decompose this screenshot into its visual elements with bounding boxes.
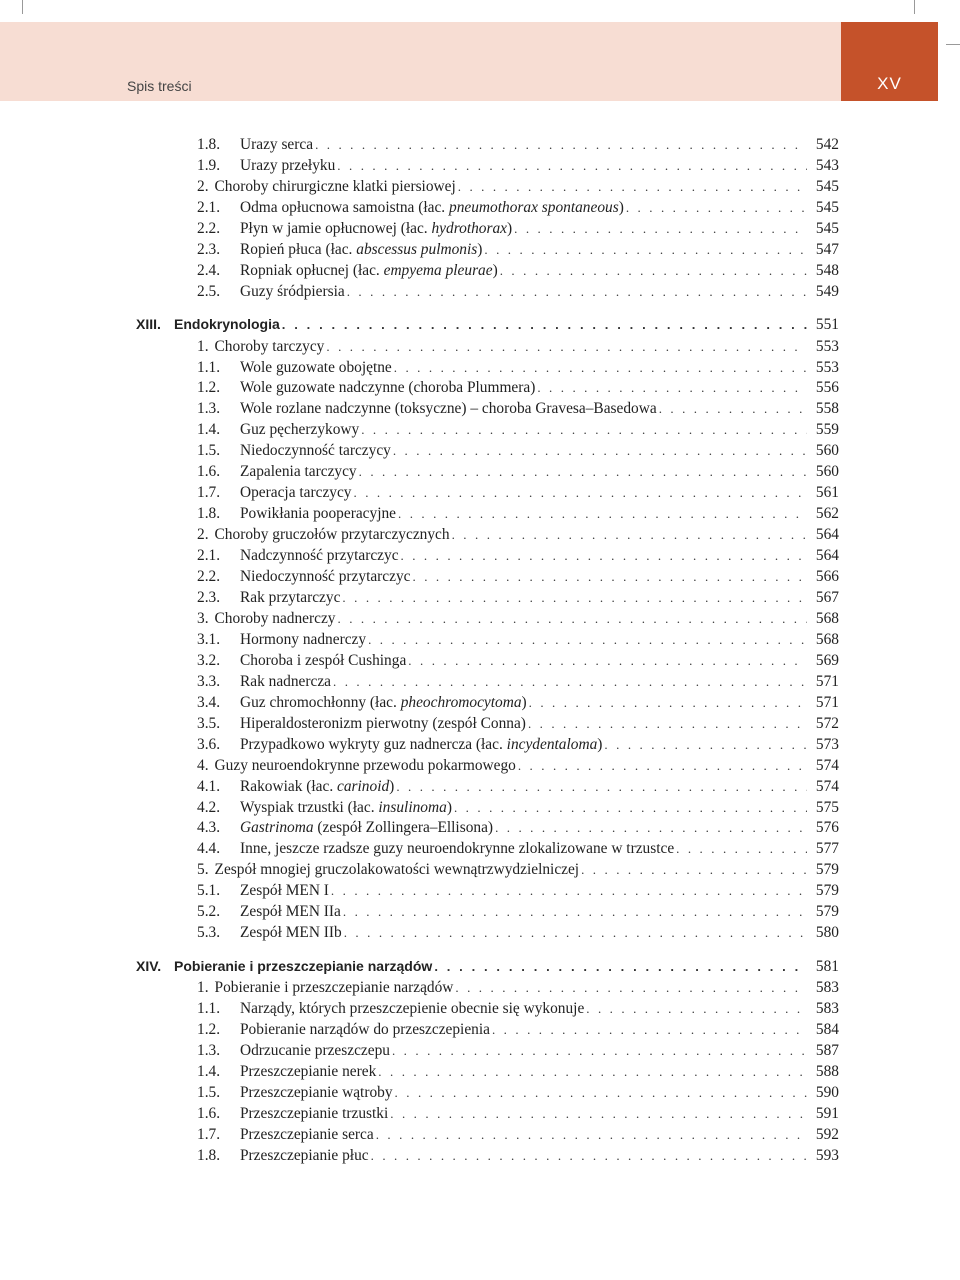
toc-entry-page: 579 [815, 861, 839, 879]
toc-entry[interactable] [0, 922, 960, 943]
toc-leader-dots [495, 817, 807, 838]
toc-leader-dots [393, 440, 807, 461]
toc-entry-page: 553 [815, 337, 839, 355]
toc-entry[interactable] [0, 859, 960, 880]
toc-entry-title: Nadczynność przytarczyc [240, 547, 399, 564]
toc-entry-number: 4.2. [197, 798, 221, 816]
toc-entry-page: 564 [815, 526, 839, 544]
toc-entry-page: 577 [815, 840, 839, 858]
toc-leader-dots [518, 755, 807, 776]
crop-mark [22, 0, 23, 14]
toc-entry-page: 575 [815, 798, 839, 816]
toc-entry-page: 566 [815, 568, 839, 585]
toc-entry-title: Narządy, których przeszczepienie obecnie się wykonuje [240, 1000, 585, 1017]
toc-entry[interactable] [0, 134, 960, 155]
toc-leader-dots [452, 524, 807, 545]
toc-entry[interactable] [0, 314, 960, 335]
toc-entry-title: Zespół mnogiej gruczolakowatości wewnątrzwydzielniczej [214, 861, 580, 879]
toc-entry-page: 591 [815, 1104, 839, 1122]
toc-entry[interactable] [0, 608, 960, 629]
toc-leader-dots [347, 281, 807, 302]
toc-entry-page: 571 [815, 693, 839, 711]
toc-entry[interactable] [0, 482, 960, 503]
toc-entry[interactable] [0, 1145, 960, 1166]
toc-entry-page: 581 [815, 957, 839, 975]
toc-entry-number: 1.8. [197, 505, 221, 523]
toc-entry-title: Wyspiak trzustki (łac. insulinoma) [240, 798, 452, 816]
toc-entry-page: 545 [815, 198, 839, 216]
toc-entry-number: 3.5. [197, 714, 221, 732]
toc-entry-page: 545 [815, 177, 839, 195]
toc-entry-number: 1.6. [197, 463, 221, 481]
toc-entry-title: Guz pęcherzykowy [240, 421, 360, 439]
toc-entry-page: 587 [815, 1041, 839, 1059]
toc-entry-title: Ropniak opłucnej (łac. empyema pleurae) [240, 261, 498, 279]
toc-leader-dots [514, 218, 807, 239]
toc-entry-title: Płyn w jamie opłucnowej (łac. hydrothorax) [240, 219, 513, 237]
toc-leader-dots [398, 503, 807, 524]
toc-entry-number: 5. [197, 861, 209, 879]
toc-entry[interactable] [0, 239, 960, 260]
running-head-title: Spis treści [127, 78, 192, 94]
toc-entry-number: 1.4. [197, 1062, 221, 1080]
toc-leader-dots [401, 545, 807, 566]
toc-entry[interactable] [0, 671, 960, 692]
toc-leader-dots [331, 880, 807, 901]
toc-entry-title: Wole rozlane nadczynne (toksyczne) – choroba Gravesa–Basedowa [240, 400, 657, 418]
toc-entry-page: 560 [815, 463, 839, 481]
toc-entry-number: 1.9. [197, 156, 221, 174]
toc-leader-dots [282, 314, 807, 335]
toc-entry-number: 1.6. [197, 1104, 221, 1122]
toc-entry-number: 1.8. [197, 1146, 221, 1164]
toc-entry[interactable] [0, 629, 960, 650]
toc-entry-page: 583 [815, 1000, 839, 1017]
toc-entry-page: 556 [815, 379, 839, 397]
toc-entry[interactable] [0, 838, 960, 859]
toc-leader-dots [396, 776, 807, 797]
toc-entry[interactable] [0, 713, 960, 734]
toc-entry-number: 5.3. [197, 924, 221, 942]
toc-entry-number: 1.5. [197, 1083, 221, 1101]
toc-entry[interactable] [0, 398, 960, 419]
toc-entry-title: Rak nadnercza [240, 672, 332, 690]
toc-entry-number: 3.6. [197, 735, 221, 753]
crop-mark [914, 0, 915, 14]
toc-entry-page: 568 [815, 609, 839, 627]
toc-entry[interactable] [0, 545, 960, 566]
toc-entry[interactable] [0, 155, 960, 176]
toc-leader-dots [390, 1103, 807, 1124]
toc-entry[interactable] [0, 524, 960, 545]
toc-entry-number: 2. [197, 177, 209, 195]
toc-entry-number: 2.1. [197, 547, 221, 564]
toc-entry-title: Guzy neuroendokrynne przewodu pokarmowego [214, 756, 516, 774]
toc-entry-title: Choroby gruczołów przytarczycznych [214, 526, 450, 544]
toc-entry[interactable] [0, 440, 960, 461]
toc-leader-dots [315, 134, 807, 155]
toc-leader-dots [395, 1082, 807, 1103]
toc-entry-number: 2.3. [197, 588, 221, 606]
toc-entry-title: Hiperaldosteronizm pierwotny (zespół Conna) [240, 714, 526, 732]
toc-entry-number: XIII. [136, 316, 161, 333]
toc-entry-page: 572 [815, 714, 839, 732]
toc-entry[interactable] [0, 1124, 960, 1145]
toc-entry-page: 583 [815, 979, 839, 997]
toc-entry[interactable] [0, 218, 960, 239]
toc-entry-number: 1.5. [197, 442, 221, 460]
toc-leader-dots [376, 1124, 807, 1145]
toc-entry-page: 549 [815, 282, 839, 300]
toc-entry[interactable] [0, 260, 960, 281]
toc-entry-number: 4. [197, 756, 209, 774]
toc-entry-number: 5.2. [197, 903, 221, 921]
toc-entry-page: 560 [815, 442, 839, 460]
toc-entry-title: Pobieranie narządów do przeszczepienia [240, 1021, 490, 1038]
toc-entry[interactable] [0, 461, 960, 482]
toc-entry-number: 2.4. [197, 261, 221, 279]
toc-entry-page: 573 [815, 735, 839, 753]
toc-leader-dots [659, 398, 807, 419]
toc-entry-title: Przeszczepianie serca [240, 1125, 374, 1143]
toc-entry-title: Choroby nadnerczy [214, 609, 336, 627]
toc-entry-page: 553 [815, 358, 839, 376]
toc-entry[interactable] [0, 1082, 960, 1103]
toc-entry-page: 542 [815, 136, 839, 153]
toc-entry-title: Powikłania pooperacyjne [240, 505, 396, 523]
toc-entry-page: 547 [815, 240, 839, 258]
toc-entry-title: Niedoczynność przytarczyc [240, 568, 411, 585]
toc-entry-number: 3. [197, 609, 209, 627]
toc-leader-dots [413, 566, 808, 587]
toc-entry[interactable] [0, 1019, 960, 1040]
toc-entry[interactable] [0, 419, 960, 440]
toc-entry-title: Inne, jeszcze rzadsze guzy neuroendokrynne zlokalizowane w trzustce [240, 840, 675, 858]
toc-entry-title: Hormony nadnerczy [240, 630, 367, 648]
toc-entry[interactable] [0, 197, 960, 218]
toc-entry-title: Przeszczepianie nerek [240, 1062, 377, 1080]
toc-entry-page: 564 [815, 547, 839, 564]
toc-entry-number: 1.1. [197, 1000, 221, 1017]
toc-entry-number: 4.4. [197, 840, 221, 858]
toc-leader-dots [455, 977, 807, 998]
toc-entry-number: 1.8. [197, 136, 221, 153]
toc-entry[interactable] [0, 998, 960, 1019]
toc-entry-number: 2.5. [197, 282, 221, 300]
toc-entry[interactable] [0, 587, 960, 608]
toc-entry-title: Urazy serca [240, 136, 314, 153]
toc-entry[interactable] [0, 776, 960, 797]
toc-entry[interactable] [0, 1040, 960, 1061]
toc-entry-title: Zespół MEN IIa [240, 903, 341, 921]
toc-entry-page: 568 [815, 630, 839, 648]
toc-entry-page: 579 [815, 882, 839, 900]
toc-entry-title: Przypadkowo wykryty guz nadnercza (łac. incydentaloma) [240, 735, 603, 753]
toc-entry-number: 1.7. [197, 1125, 221, 1143]
toc-entry[interactable] [0, 1103, 960, 1124]
toc-leader-dots [394, 357, 807, 378]
toc-leader-dots [378, 1061, 807, 1082]
toc-leader-dots [604, 734, 807, 755]
toc-entry-number: 2. [197, 526, 209, 544]
toc-leader-dots [368, 629, 807, 650]
toc-entry-page: 569 [815, 651, 839, 669]
toc-entry[interactable] [0, 650, 960, 671]
toc-entry-number: 5.1. [197, 882, 221, 900]
toc-entry-number: 1.7. [197, 484, 221, 502]
toc-leader-dots [529, 692, 807, 713]
toc-entry-title: Pobieranie i przeszczepianie narządów [174, 957, 433, 974]
toc-entry-title: Niedoczynność tarczycy [240, 442, 391, 460]
page-number-tab [841, 22, 938, 101]
toc-entry-number: 1.2. [197, 379, 221, 397]
toc-leader-dots [454, 797, 807, 818]
toc-entry-page: 576 [815, 819, 839, 837]
toc-leader-dots [626, 197, 807, 218]
toc-leader-dots [333, 671, 807, 692]
toc-entry[interactable] [0, 817, 960, 838]
toc-leader-dots [528, 713, 807, 734]
toc-entry-title: Zespół MEN I [240, 882, 329, 900]
toc-entry-number: XIV. [136, 957, 162, 974]
toc-entry-title: Odma opłucnowa samoistna (łac. pneumothorax spontaneous) [240, 198, 624, 216]
toc-entry-title: Operacja tarczycy [240, 484, 352, 502]
page-number: XV [877, 74, 902, 93]
toc-leader-dots [500, 260, 807, 281]
toc-entry-page: 559 [815, 421, 839, 439]
toc-entry[interactable] [0, 734, 960, 755]
toc-entry-number: 1. [197, 337, 209, 355]
toc-leader-dots [326, 336, 807, 357]
toc-leader-dots [484, 239, 807, 260]
toc-leader-dots [338, 608, 808, 629]
toc-entry-title: Odrzucanie przeszczepu [240, 1041, 390, 1059]
toc-entry-page: 562 [815, 505, 839, 523]
toc-entry-page: 592 [815, 1125, 839, 1143]
toc-leader-dots [343, 901, 807, 922]
toc-entry-title: Guz chromochłonny (łac. pheochromocytoma) [240, 693, 527, 711]
toc-entry-title: Rakowiak (łac. carinoid) [240, 777, 395, 795]
toc-leader-dots [392, 1040, 807, 1061]
toc-entry-title: Endokrynologia [174, 316, 280, 333]
toc-leader-dots [342, 587, 807, 608]
toc-entry-title: Wole guzowate nadczynne (choroba Plummera) [240, 379, 536, 397]
toc-entry-title: Guzy śródpiersia [240, 282, 345, 300]
toc-entry[interactable] [0, 281, 960, 302]
toc-entry-number: 2.3. [197, 240, 221, 258]
toc-leader-dots [581, 859, 807, 880]
toc-entry-title: Ropień płuca (łac. abscessus pulmonis) [240, 240, 483, 258]
toc-entry-number: 4.1. [197, 777, 221, 795]
toc-entry-number: 1.4. [197, 421, 221, 439]
toc-entry[interactable] [0, 956, 960, 977]
toc-entry-title: Przeszczepianie trzustki [240, 1104, 389, 1122]
toc-leader-dots [337, 155, 807, 176]
toc-entry-number: 3.4. [197, 693, 221, 711]
toc-entry-page: 567 [815, 588, 839, 606]
toc-entry[interactable] [0, 755, 960, 776]
toc-entry-title: Choroby chirurgiczne klatki piersiowej [214, 177, 456, 195]
toc-entry-title: Gastrinoma (zespół Zollingera–Ellisona) [240, 819, 494, 837]
toc-entry-page: 571 [815, 672, 839, 690]
toc-entry[interactable] [0, 1061, 960, 1082]
toc-entry-title: Zapalenia tarczycy [240, 463, 357, 481]
toc-entry-number: 3.1. [197, 630, 221, 648]
toc-entry-page: 580 [815, 924, 839, 942]
toc-entry[interactable] [0, 503, 960, 524]
toc-leader-dots [458, 176, 807, 197]
toc-entry-number: 3.2. [197, 651, 221, 669]
toc-leader-dots [344, 922, 807, 943]
toc-leader-dots [492, 1019, 807, 1040]
toc-entry-title: Urazy przełyku [240, 156, 336, 174]
toc-entry-title: Wole guzowate obojętne [240, 358, 392, 376]
toc-entry-title: Choroba i zespół Cushinga [240, 651, 407, 669]
toc-entry-page: 545 [815, 219, 839, 237]
toc-entry-title: Przeszczepianie płuc [240, 1146, 369, 1164]
toc-entry[interactable] [0, 880, 960, 901]
toc-entry[interactable] [0, 692, 960, 713]
toc-leader-dots [354, 482, 808, 503]
toc-entry[interactable] [0, 377, 960, 398]
toc-entry[interactable] [0, 901, 960, 922]
toc-leader-dots [537, 377, 807, 398]
toc-entry-number: 1.2. [197, 1021, 221, 1038]
toc-entry-page: 551 [815, 316, 839, 334]
toc-entry-number: 1. [197, 979, 209, 997]
toc-entry[interactable] [0, 977, 960, 998]
toc-entry-number: 4.3. [197, 819, 221, 837]
toc-leader-dots [371, 1145, 807, 1166]
toc-leader-dots [434, 956, 807, 977]
toc-entry-number: 1.1. [197, 358, 221, 376]
toc-entry-number: 2.2. [197, 219, 221, 237]
toc-entry-page: 561 [815, 484, 839, 502]
toc-entry-title: Przeszczepianie wątroby [240, 1083, 393, 1101]
toc-entry-page: 588 [815, 1062, 839, 1080]
toc-entry[interactable] [0, 797, 960, 818]
toc-entry-number: 1.3. [197, 400, 221, 418]
toc-entry-page: 574 [815, 756, 839, 774]
toc-entry[interactable] [0, 336, 960, 357]
toc-leader-dots [586, 998, 807, 1019]
toc-leader-dots [361, 419, 807, 440]
toc-leader-dots [408, 650, 807, 671]
toc-entry-title: Pobieranie i przeszczepianie narządów [214, 979, 454, 997]
toc-entry-page: 584 [815, 1021, 839, 1038]
toc-entry[interactable] [0, 357, 960, 378]
toc-entry-page: 548 [815, 261, 839, 279]
toc-entry-page: 579 [815, 903, 839, 921]
toc-entry-page: 593 [815, 1146, 839, 1164]
toc-entry-number: 3.3. [197, 672, 221, 690]
toc-entry-title: Zespół MEN IIb [240, 924, 342, 942]
toc-entry-title: Rak przytarczyc [240, 588, 341, 606]
toc-entry-page: 558 [815, 400, 839, 418]
toc-entry-page: 574 [815, 777, 839, 795]
crop-mark [946, 44, 960, 45]
toc-entry-page: 543 [815, 156, 839, 174]
toc-entry[interactable] [0, 566, 960, 587]
toc-leader-dots [676, 838, 807, 859]
toc-entry-page: 590 [815, 1083, 839, 1101]
toc-entry[interactable] [0, 176, 960, 197]
toc-entry-number: 2.2. [197, 568, 221, 585]
toc-leader-dots [359, 461, 807, 482]
toc-entry-number: 2.1. [197, 198, 221, 216]
toc-entry-title: Choroby tarczycy [214, 337, 325, 355]
toc-entry-number: 1.3. [197, 1041, 221, 1059]
